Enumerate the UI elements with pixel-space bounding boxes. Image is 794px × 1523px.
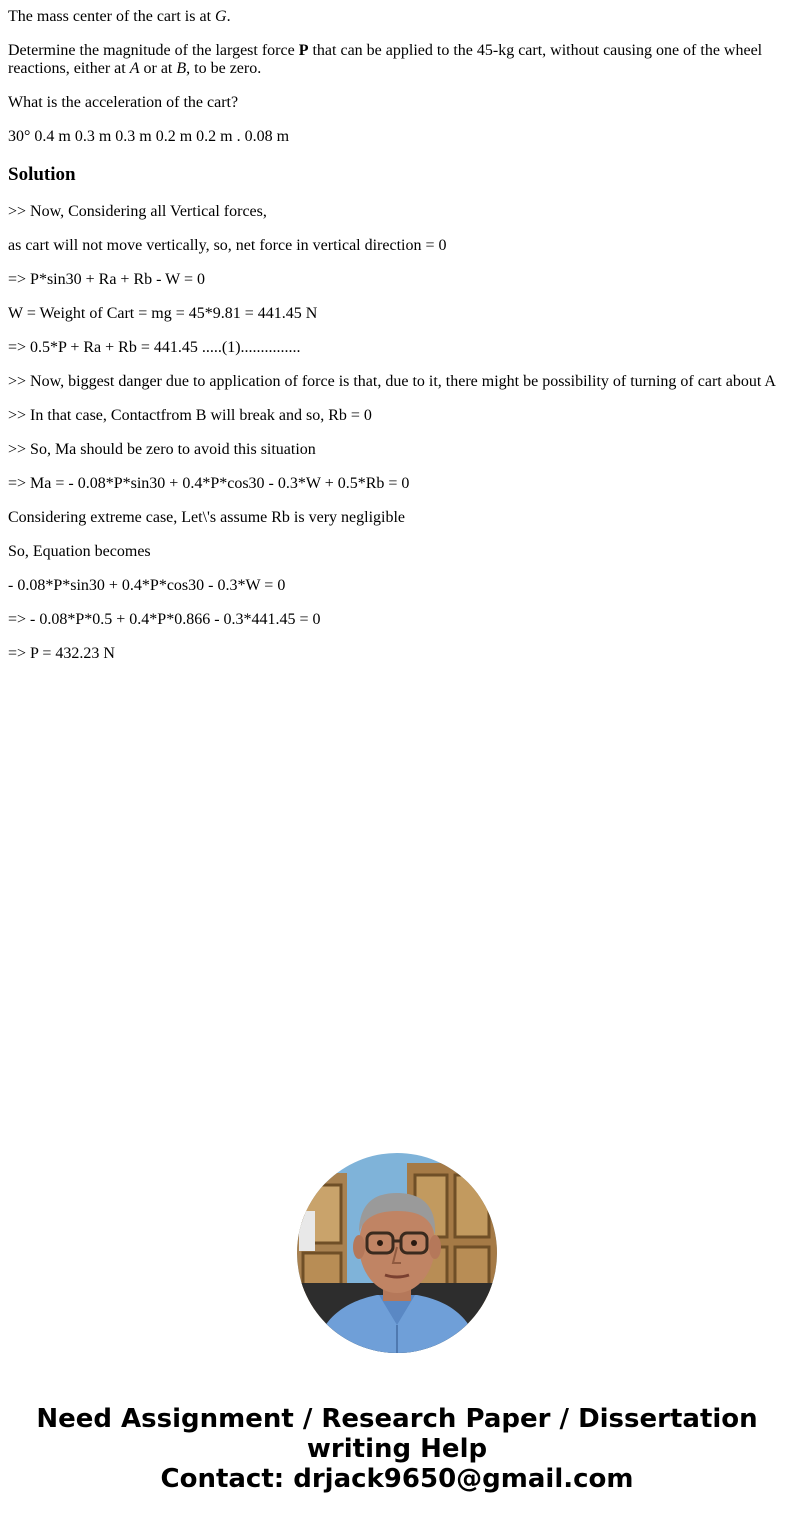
solution-line: >> In that case, Contactfrom B will break and so, Rb = 0 <box>8 407 372 424</box>
solution-line: So, Equation becomes <box>8 543 151 560</box>
solution-line: => P*sin30 + Ra + Rb - W = 0 <box>8 271 205 288</box>
solution-line: W = Weight of Cart = mg = 45*9.81 = 441.45 N <box>8 305 318 322</box>
author-avatar <box>297 1153 497 1353</box>
solution-line: as cart will not move vertically, so, net force in vertical direction = 0 <box>8 237 447 254</box>
solution-line: >> So, Ma should be zero to avoid this situation <box>8 441 316 458</box>
author-photo <box>297 1153 497 1353</box>
solution-heading: Solution <box>8 164 76 185</box>
solution-line: => Ma = - 0.08*P*sin30 + 0.4*P*cos30 - 0.3*W + 0.5*Rb = 0 <box>8 475 410 492</box>
solution-line: => P = 432.23 N <box>8 645 115 662</box>
figure-dimensions: 30° 0.4 m 0.3 m 0.3 m 0.2 m 0.2 m . 0.08 m <box>8 128 290 145</box>
question-acceleration: What is the acceleration of the cart? <box>8 94 239 111</box>
question-statement: Determine the magnitude of the largest force P that can be applied to the 45-kg cart, without causing one of the wheel reactions, either at A or at B, to be zero. <box>8 42 763 77</box>
document-content <box>8 0 786 663</box>
solution-line: => 0.5*P + Ra + Rb = 441.45 .....(1)............... <box>8 339 301 356</box>
footer-contact <box>0 1404 794 1494</box>
force-p: P <box>298 42 309 59</box>
solution-line: >> Now, biggest danger due to application of force is that, due to it, there might be possibility of turning of cart about A <box>8 373 776 390</box>
solution-line: => - 0.08*P*0.5 + 0.4*P*0.866 - 0.3*441.45 = 0 <box>8 611 321 628</box>
footer-contact-email: Contact: drjack9650@gmail.com <box>160 1464 634 1494</box>
solution-line: >> Now, Considering all Vertical forces, <box>8 203 267 220</box>
solution-line: Considering extreme case, Let\'s assume Rb is very negligible <box>8 509 406 526</box>
footer-line-1: Need Assignment / Research Paper / Dissertation <box>36 1404 758 1434</box>
solution-line: - 0.08*P*sin30 + 0.4*P*cos30 - 0.3*W = 0 <box>8 577 286 594</box>
point-a: A <box>129 60 140 77</box>
question-mass-center: The mass center of the cart is at G. <box>8 8 231 25</box>
point-b: B <box>176 60 187 77</box>
point-g: G <box>215 8 227 25</box>
footer-line-2: writing Help <box>306 1434 488 1464</box>
